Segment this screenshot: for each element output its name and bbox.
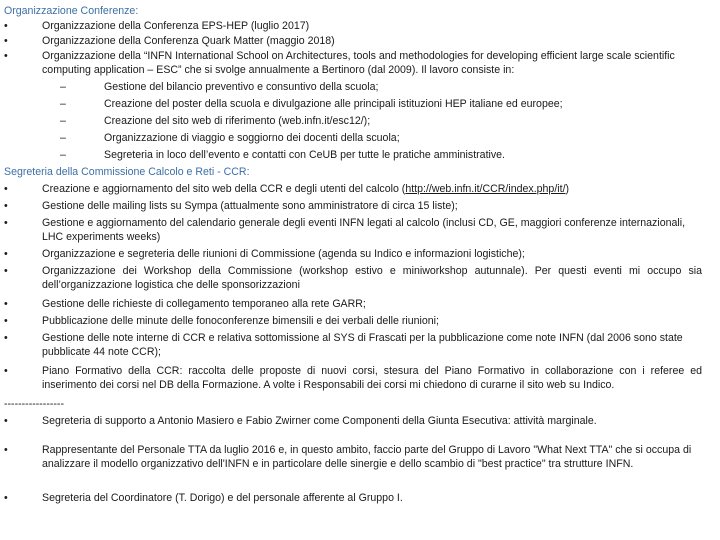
- list-item: Organizzazione della “INFN International School on Architectures, tools and methodologies for developing efficient large scale scientific computing application – ESC” che si svolge annualmente a Bertinoro (dal 2009). Il lavoro consiste in:: [42, 50, 675, 76]
- list-item-text: ): [565, 183, 570, 195]
- list-item-text: Creazione e aggiornamento del sito web della CCR e degli utenti del calcolo (: [42, 183, 406, 195]
- bullet-icon: •: [4, 492, 8, 504]
- sub-list-item: Organizzazione di viaggio e soggiorno dei docenti della scuola;: [104, 132, 400, 144]
- list-item: [42, 182, 702, 196]
- dash-icon: –: [60, 132, 66, 144]
- list-item: Rappresentante del Personale TTA da luglio 2016 e, in questo ambito, faccio parte del Gruppo di Lavoro "What Next TTA" che si occupa di analizzare il modello organizzativo dell'INFN e in particolare delle sinergie e dello scambio di "best practice" tra strutture INFN.: [42, 444, 692, 470]
- dash-icon: –: [60, 98, 66, 110]
- list-item: Gestione delle mailing lists su Sympa (attualmente sono amministratore di circa 15 liste);: [42, 200, 458, 212]
- dash-icon: –: [60, 81, 66, 93]
- bullet-icon: •: [4, 200, 8, 212]
- bullet-icon: •: [4, 444, 8, 456]
- bullet-icon: •: [4, 315, 8, 327]
- dash-icon: –: [60, 149, 66, 161]
- list-item: Gestione e aggiornamento del calendario generale degli eventi INFN legati al calcolo (inclusi CD, GE, maggiori conferenze internazionali, LHC experiments weeks): [42, 217, 686, 243]
- list-item: Organizzazione della Conferenza Quark Matter (maggio 2018): [42, 35, 335, 47]
- list-item: Pubblicazione delle minute delle fonoconferenze bimensili e dei verbali delle riunioni;: [42, 315, 439, 327]
- bullet-icon: •: [4, 20, 8, 32]
- section-title-ccr: Segreteria della Commissione Calcolo e Reti - CCR:: [4, 166, 250, 178]
- bullet-icon: •: [4, 265, 8, 277]
- list-item: Organizzazione e segreteria delle riunioni di Commissione (agenda su Indico e informazioni logistiche);: [42, 248, 525, 260]
- bullet-icon: •: [4, 332, 8, 344]
- list-item: Segreteria del Coordinatore (T. Dorigo) e del personale afferente al Gruppo I.: [42, 492, 403, 504]
- bullet-icon: •: [4, 35, 8, 47]
- section-title-conferences: Organizzazione Conferenze:: [4, 5, 139, 17]
- list-item: Gestione delle note interne di CCR e relativa sottomissione al SYS di Frascati per la pubblicazione come note INFN (dal 2006 sono state pubblicate 44 note CCR);: [42, 332, 683, 358]
- list-item: Segreteria di supporto a Antonio Masiero e Fabio Zwirner come Componenti della Giunta Esecutiva: attività marginale.: [42, 415, 597, 427]
- list-item: Organizzazione della Conferenza EPS-HEP (luglio 2017): [42, 20, 310, 32]
- sub-list-item: Creazione del sito web di riferimento (web.infn.it/esc12/);: [104, 115, 371, 127]
- bullet-icon: •: [4, 217, 8, 229]
- separator-line: -----------------: [4, 398, 64, 410]
- dash-icon: –: [60, 115, 66, 127]
- bullet-icon: •: [4, 415, 8, 427]
- bullet-icon: •: [4, 50, 8, 62]
- bullet-icon: •: [4, 183, 8, 195]
- list-item: Organizzazione dei Workshop della Commissione (workshop estivo e miniworkshop autunnale). Per questi eventi mi occupo sia dell’organizzazione logistica che delle sponsorizzazioni: [42, 265, 702, 291]
- bullet-icon: •: [4, 298, 8, 310]
- ccr-website-link[interactable]: http://web.infn.it/CCR/index.php/it/: [405, 183, 566, 195]
- sub-list-item: Creazione del poster della scuola e divulgazione alle principali istituzioni HEP italiane ed europee;: [104, 98, 563, 110]
- sub-list-item: Gestione del bilancio preventivo e consuntivo della scuola;: [104, 81, 379, 93]
- bullet-icon: •: [4, 365, 8, 377]
- bullet-icon: •: [4, 248, 8, 260]
- list-item: Piano Formativo della CCR: raccolta delle proposte di nuovi corsi, stesura del Piano Formativo in collaborazione con i referee ed inserimento dei corsi nel DB della Formazione. A volte i Responsabili dei corsi mi chiedono di curarne il sito web su Indico.: [42, 365, 702, 391]
- list-item: Gestione delle richieste di collegamento temporaneo alla rete GARR;: [42, 298, 366, 310]
- sub-list-item: Segreteria in loco dell’evento e contatti con CeUB per tutte le pratiche amministrative.: [104, 149, 506, 161]
